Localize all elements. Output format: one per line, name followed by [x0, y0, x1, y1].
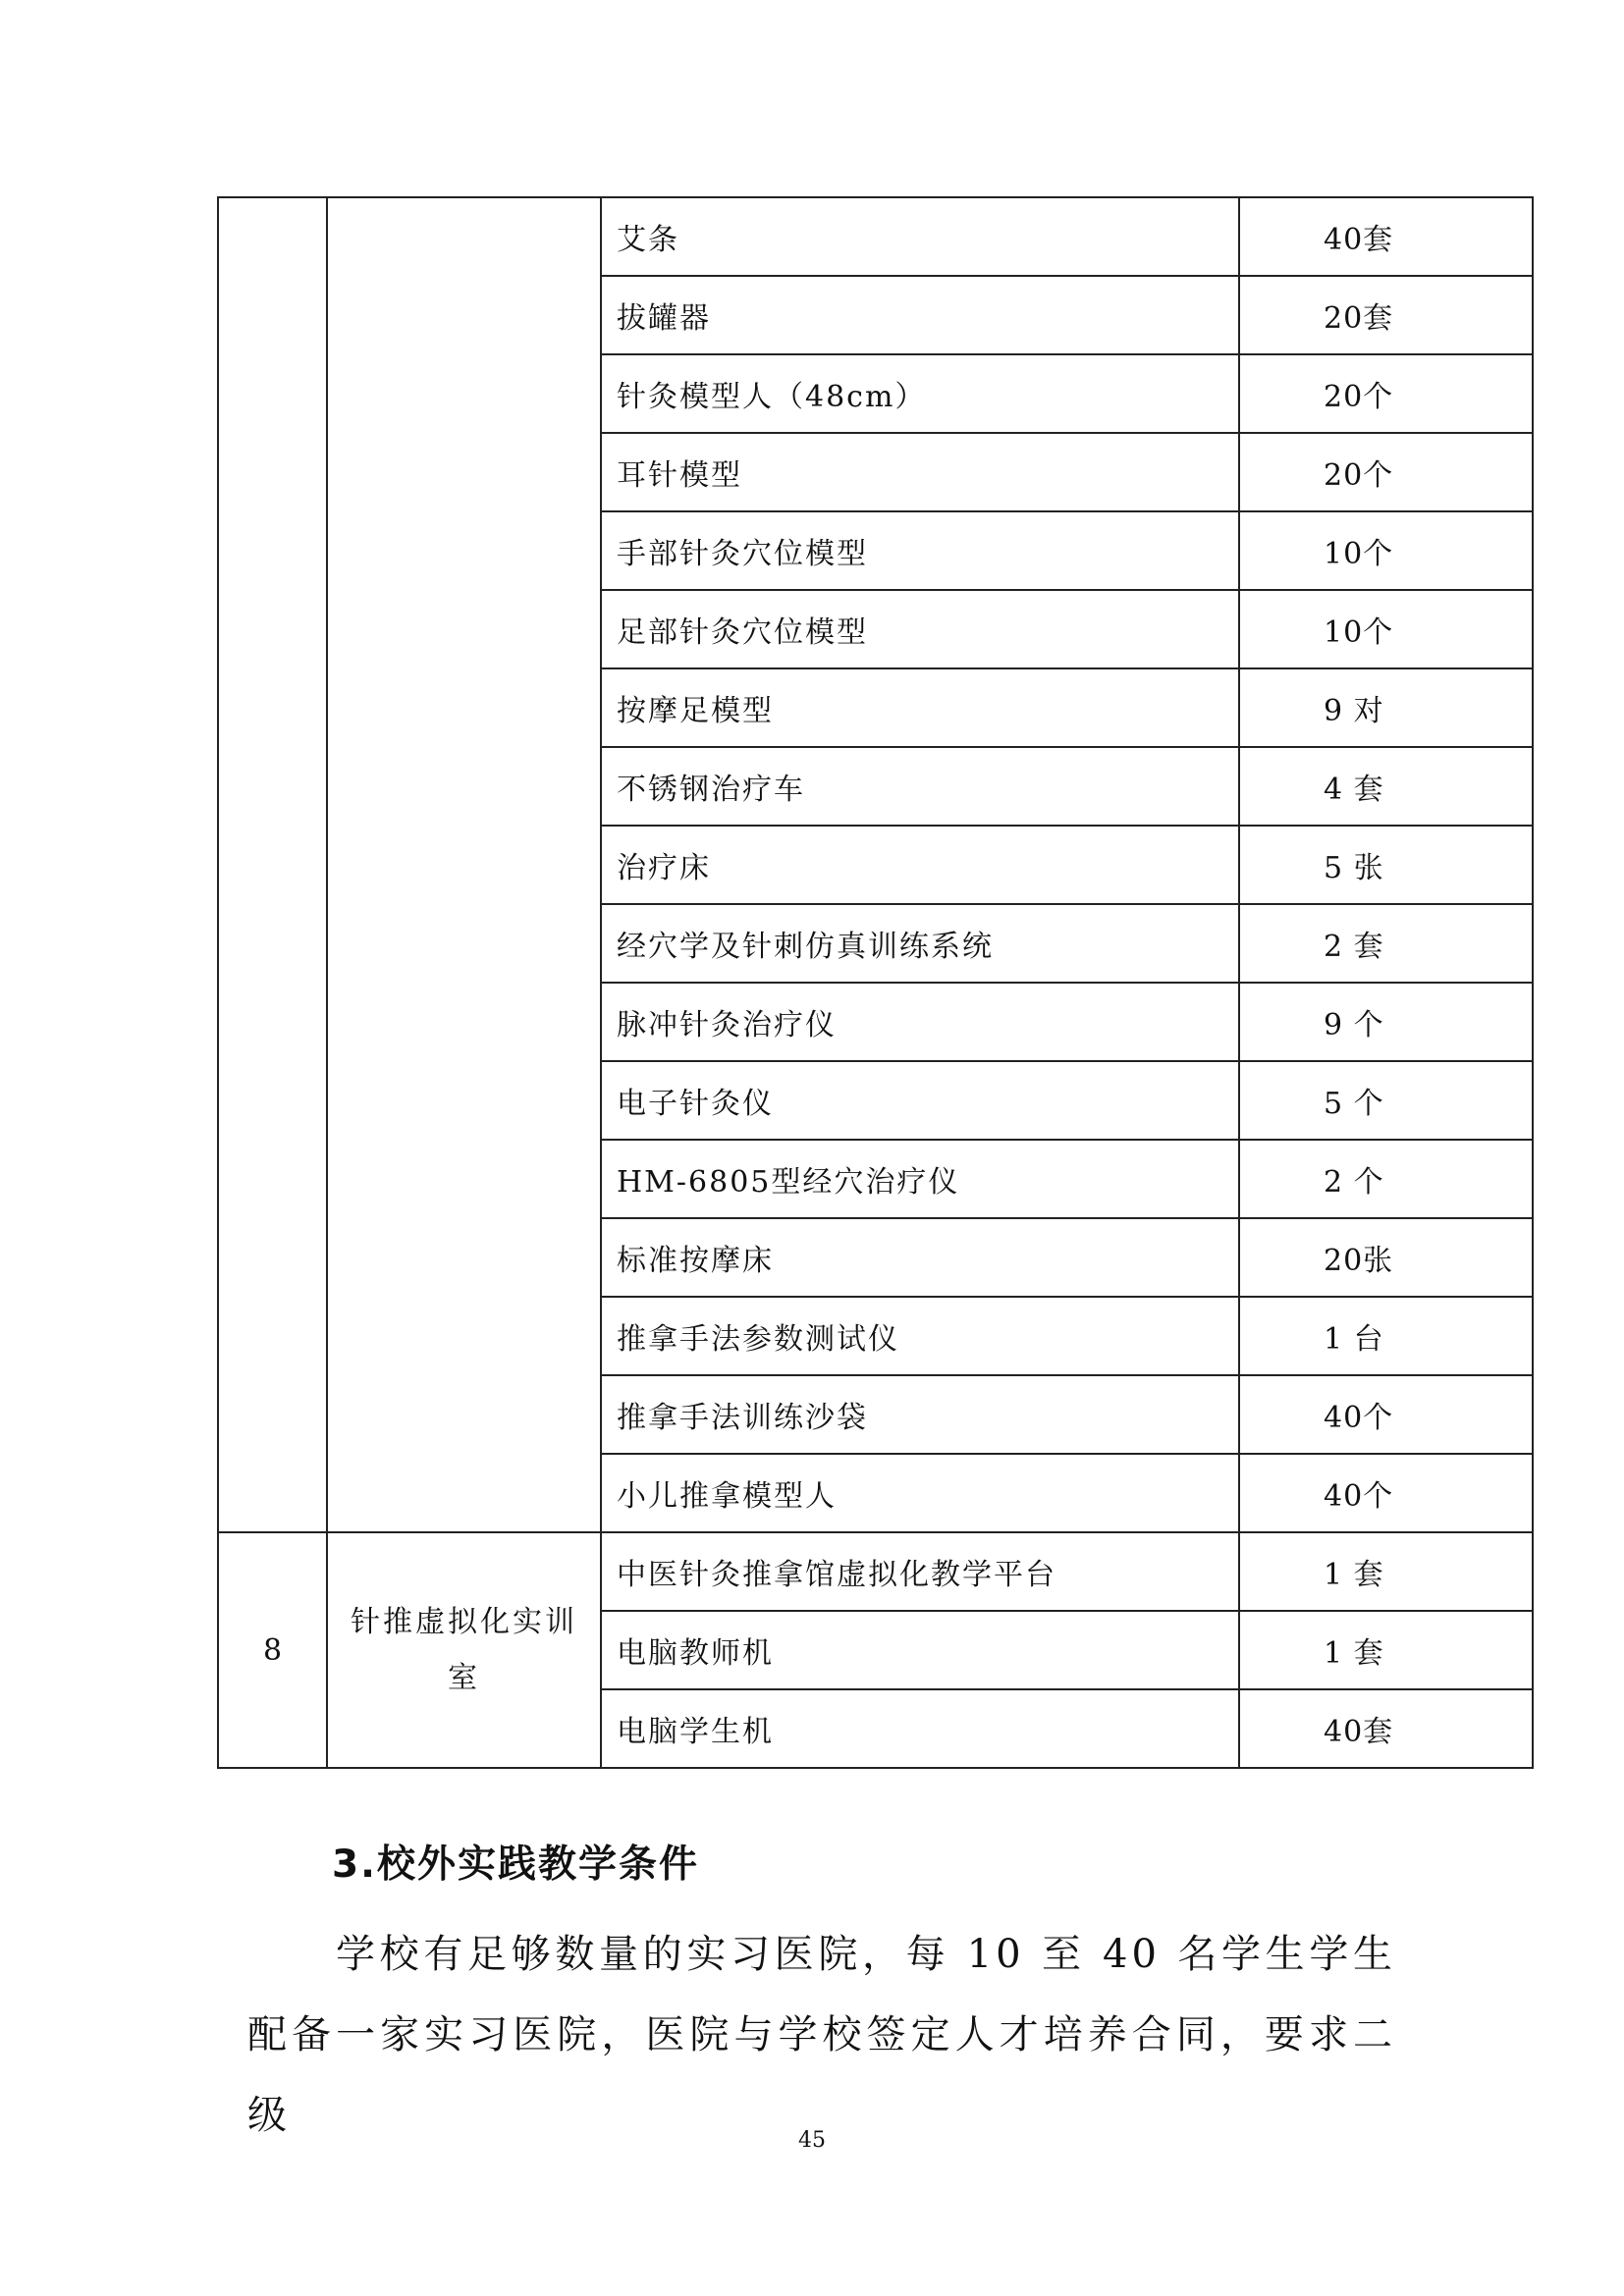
equipment-name: 手部针灸穴位模型: [601, 511, 1239, 590]
equipment-table: [217, 196, 1534, 1769]
equipment-name: 推拿手法参数测试仪: [601, 1297, 1239, 1375]
equipment-qty: 40个: [1239, 1454, 1533, 1532]
equipment-qty: 40套: [1239, 1689, 1533, 1768]
equipment-qty: 9 对: [1239, 668, 1533, 747]
page-number: 45: [798, 2128, 826, 2153]
equipment-qty: 40套: [1239, 197, 1533, 276]
equipment-name: 推拿手法训练沙袋: [601, 1375, 1239, 1454]
equipment-name: 治疗床: [601, 826, 1239, 904]
equipment-qty: 20个: [1239, 354, 1533, 433]
equipment-qty: 1 台: [1239, 1297, 1533, 1375]
equipment-name: 不锈钢治疗车: [601, 747, 1239, 826]
equipment-qty: 20张: [1239, 1218, 1533, 1297]
equipment-name: 拔罐器: [601, 276, 1239, 354]
equipment-name: 电脑学生机: [601, 1689, 1239, 1768]
equipment-name: 小儿推拿模型人: [601, 1454, 1239, 1532]
equipment-qty: 20套: [1239, 276, 1533, 354]
equipment-name: 经穴学及针刺仿真训练系统: [601, 904, 1239, 983]
equipment-name: 耳针模型: [601, 433, 1239, 511]
equipment-name: 按摩足模型: [601, 668, 1239, 747]
equipment-name: 艾条: [601, 197, 1239, 276]
equipment-name: 针灸模型人（48cm）: [601, 354, 1239, 433]
equipment-qty: 10个: [1239, 590, 1533, 668]
section-heading: 3.校外实践教学条件: [332, 1842, 699, 1887]
equipment-qty: 9 个: [1239, 983, 1533, 1061]
equipment-name: 足部针灸穴位模型: [601, 590, 1239, 668]
equipment-qty: 5 张: [1239, 826, 1533, 904]
equipment-qty: 10个: [1239, 511, 1533, 590]
equipment-qty: 5 个: [1239, 1061, 1533, 1140]
table-row: [218, 1532, 1533, 1611]
equipment-qty: 2 套: [1239, 904, 1533, 983]
equipment-name: HM-6805型经穴治疗仪: [601, 1140, 1239, 1218]
section-paragraph: 学校有足够数量的实习医院，每 10 至 40 名学生学生配备一家实习医院，医院与学校签定人才培养合同，要求二级: [247, 1932, 1396, 2138]
equipment-name: 电子针灸仪: [601, 1061, 1239, 1140]
equipment-qty: 20个: [1239, 433, 1533, 511]
continued-room-cell: [327, 197, 601, 1532]
equipment-qty: 1 套: [1239, 1611, 1533, 1689]
continued-number-cell: [218, 197, 327, 1532]
room-name: 针推虚拟化实训室: [327, 1532, 601, 1768]
equipment-name: 标准按摩床: [601, 1218, 1239, 1297]
equipment-qty: 2 个: [1239, 1140, 1533, 1218]
equipment-name: 脉冲针灸治疗仪: [601, 983, 1239, 1061]
equipment-qty: 40个: [1239, 1375, 1533, 1454]
table-row: [218, 197, 1533, 276]
equipment-qty: 4 套: [1239, 747, 1533, 826]
equipment-qty: 1 套: [1239, 1532, 1533, 1611]
equipment-name: 中医针灸推拿馆虚拟化教学平台: [601, 1532, 1239, 1611]
equipment-name: 电脑教师机: [601, 1611, 1239, 1689]
row-number: 8: [218, 1532, 327, 1768]
